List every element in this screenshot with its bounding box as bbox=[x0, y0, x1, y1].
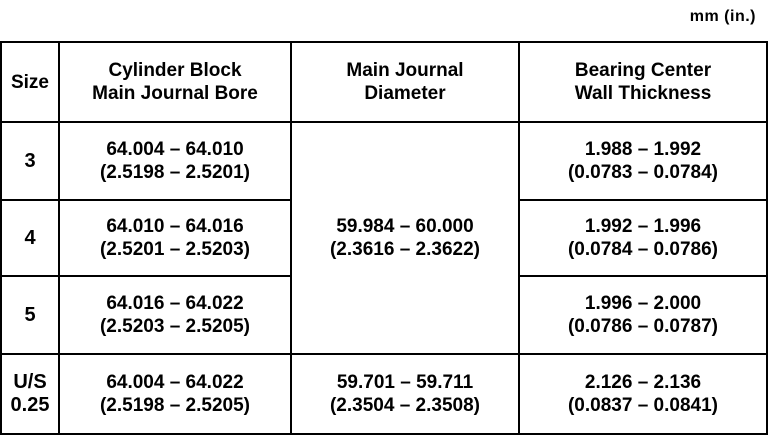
header-size: Size bbox=[1, 42, 59, 122]
header-journal-bore: Cylinder Block Main Journal Bore bbox=[59, 42, 291, 122]
size-cell: 5 bbox=[1, 276, 59, 354]
specification-table bbox=[0, 41, 768, 435]
wall-cell: 1.992 – 1.996 (0.0784 – 0.0786) bbox=[519, 200, 767, 276]
header-row bbox=[1, 42, 767, 122]
header-journal-diameter: Main Journal Diameter bbox=[291, 42, 519, 122]
bore-cell: 64.010 – 64.016 (2.5201 – 2.5203) bbox=[59, 200, 291, 276]
bore-cell: 64.004 – 64.022 (2.5198 – 2.5205) bbox=[59, 354, 291, 434]
header-wall-thickness: Bearing Center Wall Thickness bbox=[519, 42, 767, 122]
units-label: mm (in.) bbox=[689, 8, 756, 25]
journal-cell: 59.701 – 59.711 (2.3504 – 2.3508) bbox=[291, 354, 519, 434]
table-row bbox=[1, 122, 767, 200]
wall-cell: 1.988 – 1.992 (0.0783 – 0.0784) bbox=[519, 122, 767, 200]
wall-cell: 1.996 – 2.000 (0.0786 – 0.0787) bbox=[519, 276, 767, 354]
size-cell: 4 bbox=[1, 200, 59, 276]
size-cell: U/S 0.25 bbox=[1, 354, 59, 434]
wall-cell: 2.126 – 2.136 (0.0837 – 0.0841) bbox=[519, 354, 767, 434]
size-cell: 3 bbox=[1, 122, 59, 200]
shared-journal-cell: 59.984 – 60.000 (2.3616 – 2.3622) bbox=[291, 122, 519, 354]
bore-cell: 64.004 – 64.010 (2.5198 – 2.5201) bbox=[59, 122, 291, 200]
bore-cell: 64.016 – 64.022 (2.5203 – 2.5205) bbox=[59, 276, 291, 354]
table-row bbox=[1, 354, 767, 434]
